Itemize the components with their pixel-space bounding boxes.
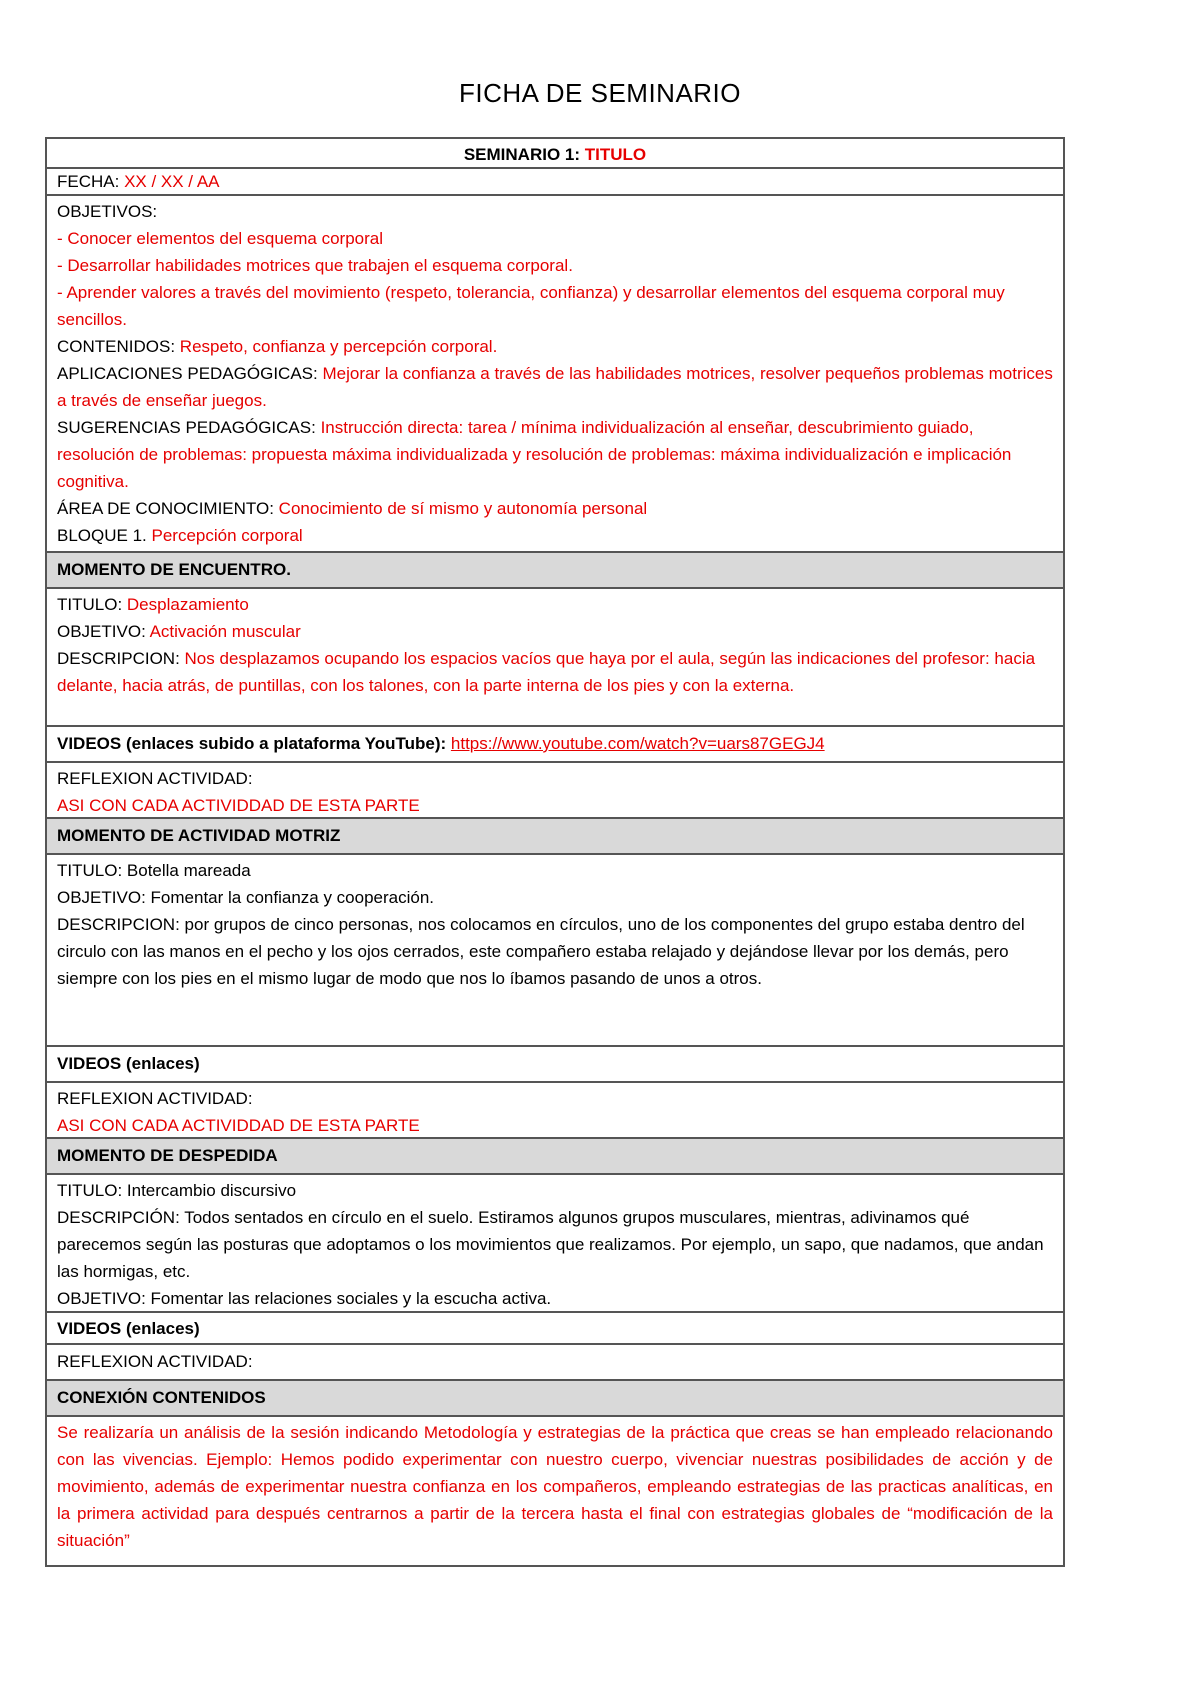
- sugerencias-label: SUGERENCIAS PEDAGÓGICAS:: [57, 418, 321, 437]
- seminar-header: [47, 139, 1063, 169]
- encuentro-objetivo-label: OBJETIVO:: [57, 622, 150, 641]
- encuentro-descripcion-label: DESCRIPCION:: [57, 649, 185, 668]
- encuentro-videos-label: VIDEOS (enlaces subido a plataforma YouTube):: [57, 734, 451, 753]
- encuentro-reflexion-row: [47, 763, 1063, 819]
- motriz-heading: MOMENTO DE ACTIVIDAD MOTRIZ: [47, 819, 1063, 855]
- motriz-objetivo: Fomentar la confianza y cooperación.: [150, 888, 435, 907]
- motriz-reflexion: ASI CON CADA ACTIVIDDAD DE ESTA PARTE: [57, 1116, 420, 1135]
- page-title: FICHA DE SEMINARIO: [458, 78, 742, 108]
- motriz-reflexion-label: REFLEXION ACTIVIDAD:: [57, 1089, 253, 1108]
- despedida-objetivo-label: OBJETIVO:: [57, 1289, 151, 1308]
- objetivo-item: - Desarrollar habilidades motrices que trabajen el esquema corporal.: [57, 256, 573, 275]
- objetivo-item: - Conocer elementos del esquema corporal: [57, 229, 384, 248]
- encuentro-heading: MOMENTO DE ENCUENTRO.: [47, 553, 1063, 589]
- sugerencias-value: Instrucción directa: tarea / mínima individualización al enseñar, descubrimiento guiado, resolución de problemas: propuesta máxima individualizada y resolución de problemas: máxima individualización e implicación cognitiva.: [57, 418, 1012, 491]
- aplicaciones-label: APLICACIONES PEDAGÓGICAS:: [57, 364, 323, 383]
- youtube-link[interactable]: https://www.youtube.com/watch?v=uars87GEGJ4: [450, 734, 825, 753]
- encuentro-reflexion: ASI CON CADA ACTIVIDDAD DE ESTA PARTE: [57, 796, 420, 815]
- motriz-titulo-label: TITULO:: [57, 861, 127, 880]
- encuentro-descripcion: Nos desplazamos ocupando los espacios vacíos que haya por el aula, según las indicaciones del profesor: hacia delante, hacia atrás, de puntillas, con los talones, con la parte interna de los pies y con la externa.: [57, 649, 1036, 695]
- motriz-objetivo-label: OBJETIVO:: [57, 888, 151, 907]
- fecha-label: FECHA:: [57, 172, 125, 191]
- motriz-block: [47, 855, 1063, 1047]
- aplicaciones-value: Mejorar la confianza a través de las habilidades motrices, resolver pequeños problemas motrices a través de enseñar juegos.: [57, 364, 1053, 410]
- conexion-heading: CONEXIÓN CONTENIDOS: [47, 1381, 1063, 1417]
- despedida-descripcion-label: DESCRIPCIÓN:: [57, 1208, 185, 1227]
- despedida-reflexion-label: REFLEXION ACTIVIDAD:: [57, 1352, 253, 1371]
- encuentro-objetivo: Activación muscular: [149, 622, 301, 641]
- area-label: ÁREA DE CONOCIMIENTO:: [57, 499, 279, 518]
- despedida-objetivo: Fomentar las relaciones sociales y la escucha activa.: [150, 1289, 552, 1308]
- seminar-header-value: TITULO: [584, 145, 647, 164]
- despedida-descripcion: Todos sentados en círculo en el suelo. Estiramos algunos grupos musculares, mientras, adivinamos qué parecemos según las posturas que adoptamos o los movimientos que realizamos. Por ejemplo, un sapo, que nadamos, que andan las hormigas, etc.: [57, 1208, 1044, 1281]
- despedida-reflexion-row: [47, 1345, 1063, 1381]
- bloque-label: BLOQUE 1.: [57, 526, 152, 545]
- motriz-reflexion-row: [47, 1083, 1063, 1139]
- area-value: Conocimiento de sí mismo y autonomía personal: [278, 499, 648, 518]
- seminar-sheet: [45, 137, 1065, 1567]
- despedida-titulo: Intercambio discursivo: [126, 1181, 297, 1200]
- encuentro-titulo: Desplazamiento: [126, 595, 249, 614]
- conexion-text: Se realizaría un análisis de la sesión indicando Metodología y estrategias de la práctica que creas se han empleado relacionando con las vivencias. Ejemplo: Hemos podido experimentar con nuestro cuerpo, vivenciar nuestras posibilidades de acción y de movimiento, además de experimentar nuestra confianza en los compañeros, empleando estrategias de las practicas analíticas, en la primera actividad para después centrarnos a partir de la tercera hasta el final con estrategias globales de “modificación de la situación”: [47, 1417, 1063, 1567]
- despedida-videos-row: VIDEOS (enlaces): [47, 1313, 1063, 1345]
- encuentro-titulo-label: TITULO:: [57, 595, 127, 614]
- motriz-videos-row: VIDEOS (enlaces): [47, 1047, 1063, 1083]
- seminar-header-label: SEMINARIO 1:: [463, 145, 585, 164]
- despedida-titulo-label: TITULO:: [57, 1181, 127, 1200]
- contenidos-label: CONTENIDOS:: [57, 337, 180, 356]
- info-block: [47, 196, 1063, 553]
- motriz-descripcion: por grupos de cinco personas, nos colocamos en círculos, uno de los componentes del grupo estaba dentro del circulo con las manos en el pecho y los ojos cerrados, este compañero estaba relajado y dejándose llevar por los demás, pero siempre con los pies en el mismo lugar de modo que nos lo íbamos pasando de unos a otros.: [57, 915, 1025, 988]
- objetivo-item: - Aprender valores a través del movimiento (respeto, tolerancia, confianza) y desarrollar elementos del esquema corporal muy sencillos.: [57, 283, 1005, 329]
- encuentro-block: [47, 589, 1063, 727]
- motriz-titulo: Botella mareada: [126, 861, 251, 880]
- contenidos-value: Respeto, confianza y percepción corporal.: [179, 337, 498, 356]
- bloque-value: Percepción corporal: [151, 526, 303, 545]
- objetivos-label: OBJETIVOS:: [57, 202, 158, 221]
- motriz-descripcion-label: DESCRIPCION:: [57, 915, 185, 934]
- fecha-value: XX / XX / AA: [124, 172, 220, 191]
- despedida-block: [47, 1175, 1063, 1313]
- encuentro-reflexion-label: REFLEXION ACTIVIDAD:: [57, 769, 253, 788]
- fecha-row: [47, 169, 1063, 196]
- despedida-heading: MOMENTO DE DESPEDIDA: [47, 1139, 1063, 1175]
- encuentro-videos-row: [47, 727, 1063, 763]
